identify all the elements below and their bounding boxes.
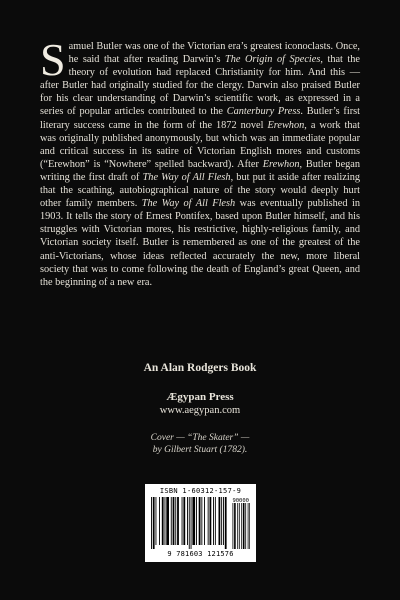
title-the-way-of-all-flesh: The Way of All Flesh — [141, 198, 236, 210]
cover-artwork-title: “The Skater” — [187, 433, 239, 443]
barcode-bar — [204, 497, 205, 545]
addon-bar — [234, 503, 236, 549]
description-segment: , that the theory of evolution had replaced Christianity for him. And this — after Butler had originally studied for the clergy. Darwin also praised Butler for his clear understanding of Darwin’s scientific work, as expressed in a series of popular articles contributed to the — [40, 54, 361, 118]
barcode-bar — [162, 497, 164, 545]
cover-credit-prefix: Cover — — [150, 433, 188, 443]
barcode-bar — [196, 497, 197, 545]
publisher-name: Ægypan Press — [166, 391, 234, 403]
barcode-bar — [208, 497, 209, 545]
barcode-bar — [183, 497, 185, 545]
barcode-bar — [221, 497, 222, 545]
description-paragraph — [40, 34, 361, 289]
addon-bar — [233, 503, 234, 549]
barcode-bar — [213, 497, 214, 545]
barcode-bar — [175, 497, 176, 545]
title-erewhon: Erewhon — [267, 119, 305, 131]
barcode-bar — [189, 497, 190, 549]
addon-bar — [245, 503, 246, 549]
isbn-label: ISBN 1-60312-157-9 — [159, 487, 242, 495]
barcode-bar — [153, 497, 155, 549]
barcode-bar — [156, 497, 157, 545]
barcode-bar — [182, 497, 183, 545]
barcode-bar — [215, 497, 216, 545]
title-erewhon: Erewhon — [262, 158, 300, 170]
isbn-barcode — [145, 484, 256, 562]
addon-bar — [239, 503, 240, 549]
barcode-bar — [210, 497, 212, 545]
cover-credit-suffix: — — [238, 433, 250, 443]
cover-credit-line-1 — [0, 432, 400, 444]
description-segment: , a work that was originally published anonymously, but which was an immediate popular and critical success in its satire of Victorian English mores and customs (“Erewhon” is “Nowhere” spelled backward). After — [40, 119, 360, 170]
barcode-bar — [191, 497, 192, 549]
barcode-bar — [166, 497, 169, 545]
barcode-bar — [159, 497, 160, 545]
barcode-digits: 9 781603 121576 — [167, 550, 234, 558]
publisher-website: www.aegypan.com — [159, 405, 241, 416]
addon-bar — [248, 503, 249, 549]
barcode-bar — [165, 497, 166, 545]
barcode-bar — [223, 497, 224, 545]
cover-credit — [0, 432, 400, 456]
drop-cap: S — [40, 34, 66, 85]
description-segment: , but put it aside after realizing that the scathing, autobiographical nature of the story would deeply hurt other family members. — [40, 171, 361, 210]
addon-bar — [249, 503, 250, 549]
title-the-origin-of-species: The Origin of Species — [224, 54, 321, 66]
barcode-bar — [192, 497, 195, 545]
title-the-way-of-all-flesh: The Way of All Flesh — [142, 171, 231, 183]
barcode-bar — [219, 497, 221, 545]
barcode-bar — [201, 497, 202, 545]
barcode-bar — [225, 497, 227, 549]
barcode-bar — [199, 497, 201, 545]
barcode-bar — [177, 497, 179, 545]
addon-bar — [237, 503, 238, 549]
addon-digits: 90000 — [232, 498, 249, 504]
barcode-bar — [187, 497, 188, 545]
barcode-bar — [151, 497, 152, 549]
description-segment: amuel Butler was one of the Victorian era’s greatest iconoclasts. Once, he said that after reading Darwin’s — [68, 41, 360, 66]
book-description — [40, 34, 361, 289]
barcode-bars — [151, 497, 250, 549]
series-line: An Alan Rodgers Book — [143, 362, 257, 374]
barcode-bar — [171, 497, 172, 545]
addon-bar — [241, 503, 242, 549]
description-segment: was eventually published in 1903. It tells the story of Ernest Pontifex, based upon Butler himself, and his struggles with Victorian mores, his restrictive, highly-religious family, and Victorian society itself. Butler is remembered as one of the greatest of the anti-Victorians, whose ideas reflected accurately the new, more liberal society that was to come following the death of England’s great Queen, and the beginning of a new era. — [40, 198, 360, 288]
addon-bar — [243, 503, 245, 549]
barcode-bar — [173, 497, 175, 545]
description-segment: . Butler’s first literary success came in the form of the 1872 novel — [40, 106, 360, 131]
description-segment: , Butler began writing the first draft of — [40, 158, 361, 183]
cover-credit-line-2: by Gilbert Stuart (1782). — [152, 445, 248, 455]
title-canterbury-press: Canterbury Press — [226, 106, 301, 118]
